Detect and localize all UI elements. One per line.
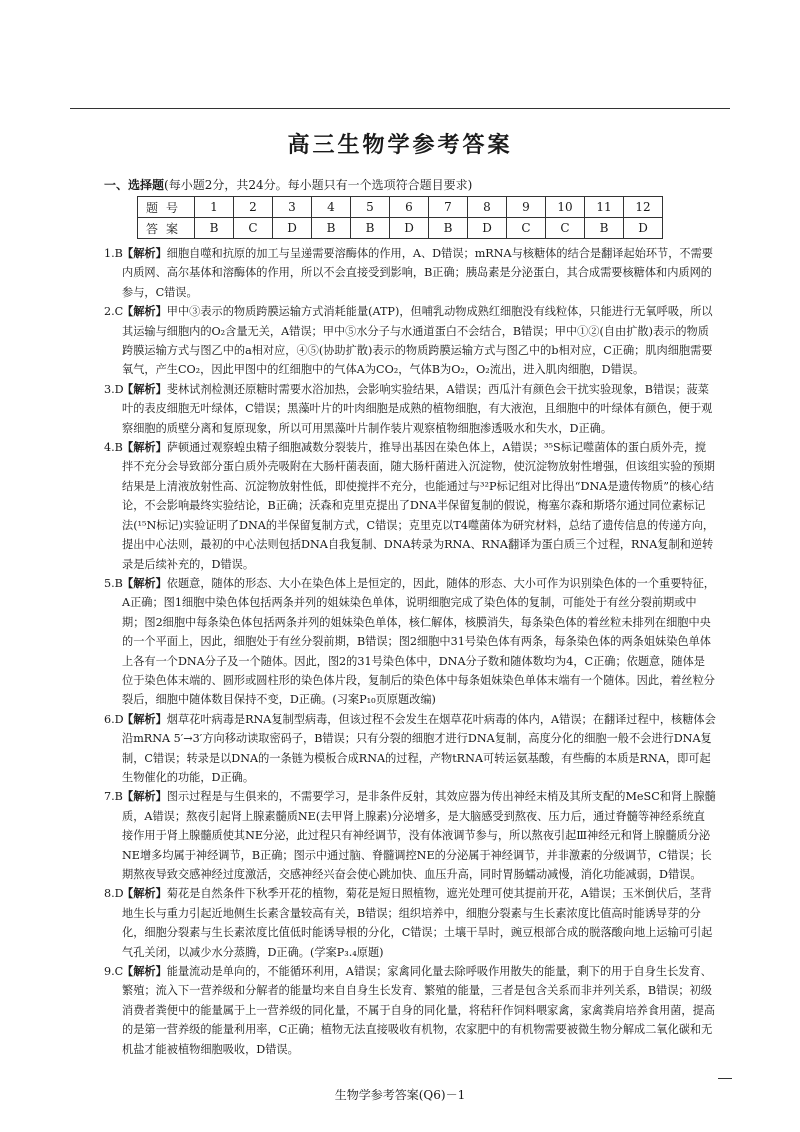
explanation-item-4: [104, 438, 716, 574]
corner-mark: [718, 1078, 732, 1079]
answer-cell: C: [546, 218, 585, 239]
answer-cell: B: [585, 218, 624, 239]
question-number: 11: [585, 197, 624, 218]
answer-cell: B: [195, 218, 234, 239]
item-number: 8.D: [104, 887, 124, 901]
item-text: 图示过程是与生俱来的，不需要学习，是非条件反射，其效应器为传出神经末梢及其所支配的MeSC和肾上腺髓质，A错误；熬夜引起肾上腺素髓质NE(去甲肾上腺素)分泌增多，是大脑感受到熬夜、压力后，通过脊髓等神经系统直接作用于肾上腺髓质使其NE分泌，此过程只有神经调节，没有体液调节参与，所以熬夜引起Ⅲ神经元和肾上腺髓质分泌NE增多均属于神经调节，B正确；图示中通过脑、脊髓调控NE的分泌属于神经调节，并非激素的分级调节，C错误；长期熬夜导致交感神经过度激活，交感神经兴奋会使心跳加快、血压升高，同时胃肠蠕动减慢，消化功能减弱，D错误。: [122, 790, 716, 881]
row-label-answer: 答案: [138, 218, 195, 239]
answer-cell: C: [507, 218, 546, 239]
item-text: 菊花是自然条件下秋季开花的植物，菊花是短日照植物，遮光处理可使其提前开花，A错误；玉米倒伏后，茎背地生长与重力引起近地侧生长素含量较高有关，B错误；组织培养中，细胞分裂素与生长素浓度比值高时能诱导芽的分化，细胞分裂素与生长素浓度比值低时能诱导根的分化，C错误；土壤干旱时，豌豆根部合成的脱落酸向地上运输可引起气孔关闭，以减少水分蒸腾，D正确。(学案P₃.₄原题): [122, 887, 713, 959]
section-note: (每小题2分，共24分。每小题只有一个选项符合题目要求): [164, 178, 473, 192]
item-text: 依题意，随体的形态、大小在染色体上是恒定的，因此，随体的形态、大小可作为识别染色体的一个重要特征，A正确；图1细胞中染色体包括两条并列的姐妹染色单体，说明细胞完成了染色体的复制，可能处于有丝分裂前期或中期；图2细胞中每条染色体包括两条并列的姐妹染色单体，核仁解体，核膜消失，每条染色体的着丝粒未排列在细胞中央的一个平面上，因此，细胞处于有丝分裂前期，B错误；图2细胞中31号染色体有两条，每条染色体的两条姐妹染色单体上各有一个DNA分子及一个随体。因此，图2的31号染色体中，DNA分子数和随体数均为4，C正确；依题意，随体是位于染色体末端的、圆形或圆柱形的染色体片段，复制后的染色体中每条姐妹染色单体末端有一个随体。因此，着丝粒分裂后，细胞中随体数目保持不变，D正确。(习案P₁₀页原题改编): [122, 576, 715, 707]
page-footer: 生物学参考答案(Q6)－1: [334, 1088, 466, 1102]
item-text: 萨顿通过观察蝗虫精子细胞减数分裂装片，推导出基因在染色体上，A错误；³⁵S标记噬菌体的蛋白质外壳，搅拌不充分会导致部分蛋白质外壳吸附在大肠杆菌表面，随大肠杆菌进入沉淀物，使沉淀物放射性增强，但该组实验的预期结果是上清液放射性高、沉淀物放射性低，即使搅拌不充分，也能通过与³²P标记组对比得出“DNA是遗传物质”的核心结论，不会影响最终实验结论，B正确；沃森和克里克提出了DNA半保留复制的假说，梅塞尔森和斯塔尔通过同位素标记法(¹⁵N标记)实验证明了DNA的半保留复制方式，C错误；克里克以T4噬菌体为研究材料，总结了遗传信息的传递方向，提出中心法则，最初的中心法则包括DNA自我复制、DNA转录为RNA、RNA翻译为蛋白质三个过程，RNA复制和逆转录是后续补充的，D错误。: [122, 441, 715, 571]
explanation-item-5: [104, 574, 716, 710]
explanation-item-3: [104, 380, 716, 438]
question-number: 3: [273, 197, 312, 218]
answer-cell: D: [390, 218, 429, 239]
analysis-tag: 【解析】: [122, 711, 167, 726]
answer-cell: D: [624, 218, 663, 239]
item-number: 6.D: [104, 712, 124, 726]
page-title: 高三生物学参考答案: [287, 132, 513, 158]
header-rule: [70, 108, 730, 109]
analysis-tag: 【解析】: [122, 381, 167, 396]
question-number: 9: [507, 197, 546, 218]
answer-cell: B: [312, 218, 351, 239]
item-number: 2.C: [104, 305, 124, 319]
item-number: 4.B: [104, 441, 123, 455]
explanation-item-7: [104, 787, 716, 884]
explanation-item-6: [104, 710, 716, 788]
analysis-tag: 【解析】: [122, 575, 167, 590]
answer-cell: D: [273, 218, 312, 239]
analysis-tag: 【解析】: [122, 304, 167, 319]
question-number: 1: [195, 197, 234, 218]
question-number: 10: [546, 197, 585, 218]
question-number: 5: [351, 197, 390, 218]
item-text: 细胞自噬和抗原的加工与呈递需要溶酶体的作用，A、D错误；mRNA与核糖体的结合是翻译起始环节，不需要内质网、高尔基体和溶酶体的作用，所以不会直接受到影响，B正确；胰岛素是分泌蛋白，其合成需要核糖体和内质网的参与，C错误。: [122, 247, 713, 299]
answer-cell: C: [234, 218, 273, 239]
explanation-item-1: [104, 244, 716, 302]
question-number: 2: [234, 197, 273, 218]
question-number: 8: [468, 197, 507, 218]
explanation-list: [104, 244, 716, 1059]
item-number: 3.D: [104, 382, 124, 396]
explanation-item-8: [104, 884, 716, 962]
answer-cell: B: [351, 218, 390, 239]
item-text: 烟草花叶病毒是RNA复制型病毒，但该过程不会发生在烟草花叶病毒的体内，A错误；在翻译过程中，核糖体会沿mRNA 5′→3′方向移动读取密码子，B错误；只有分裂的细胞才进行DNA复制，高度分化的细胞一般不会进行DNA复制，C错误；转录是以DNA的一条链为模板合成RNA的过程，产物tRNA可转运氨基酸，有些酶的本质是RNA，即可起生物催化的功能，D正确。: [122, 712, 716, 784]
item-text: 能量流动是单向的，不能循环利用，A错误；家禽同化量去除呼吸作用散失的能量，剩下的用于自身生长发育、繁殖；流入下一营养级和分解者的能量均来自自身生长发育、繁殖的能量，三者是包含关系而非并列关系，B错误；初级消费者粪便中的能量属于上一营养级的同化量，不属于自身的同化量，将秸秆作饲料喂家禽，家禽粪肩培养食用菌，提高的是第一营养级的能量利用率，C正确；植物无法直接吸收有机物，农家肥中的有机物需要被微生物分解成二氧化碳和无机盐才能被植物细胞吸收，D错误。: [122, 965, 715, 1056]
question-number: 4: [312, 197, 351, 218]
analysis-tag: 【解析】: [122, 246, 167, 260]
question-number: 7: [429, 197, 468, 218]
section-label: 一、选择题: [104, 178, 165, 192]
item-number: 1.B: [104, 247, 123, 260]
item-text: 斐林试剂检测还原糖时需要水浴加热，会影响实验结果，A错误；西瓜汁有颜色会干扰实验现象，B错误；菠菜叶的表皮细胞无叶绿体，C错误；黑藻叶片的叶肉细胞是成熟的植物细胞，有大液泡，且细胞中的叶绿体有颜色，便于观察细胞的质壁分离和复原现象，所以可用黑藻叶片制作装片观察植物细胞渗透吸水和失水，D正确。: [122, 382, 713, 435]
explanation-item-9: [104, 962, 716, 1059]
item-text: 甲中③表示的物质跨膜运输方式消耗能量(ATP)，但哺乳动物成熟红细胞没有线粒体，只能进行无氧呼吸，所以其运输与细胞内的O₂含量无关，A错误；甲中⑤水分子与水通道蛋白不会结合，B错误；甲中①②(自由扩散)表示的物质跨膜运输方式与图乙中的a相对应，④⑤(协助扩散)表示的物质跨膜运输方式与图乙中的b相对应，C正确；肌肉细胞需要氧气，产生CO₂，因此甲图中的红细胞中的气体A为CO₂，气体B为O₂，O₂流出，进入肌肉细胞，D错误。: [122, 305, 713, 377]
question-number: 12: [624, 197, 663, 218]
answer-table: [137, 196, 663, 239]
row-label-number: 题号: [138, 197, 195, 218]
item-number: 9.C: [104, 965, 124, 979]
answer-table-row-answers: [138, 218, 663, 239]
analysis-tag: 【解析】: [122, 964, 167, 979]
explanation-item-2: [104, 302, 716, 380]
analysis-tag: 【解析】: [122, 886, 167, 901]
answer-cell: D: [468, 218, 507, 239]
answer-table-row-numbers: [138, 197, 663, 218]
answer-cell: B: [429, 218, 468, 239]
question-number: 6: [390, 197, 429, 218]
section-heading: [104, 176, 472, 193]
item-number: 7.B: [104, 790, 123, 804]
analysis-tag: 【解析】: [122, 789, 167, 804]
analysis-tag: 【解析】: [122, 440, 167, 455]
item-number: 5.B: [104, 576, 123, 590]
